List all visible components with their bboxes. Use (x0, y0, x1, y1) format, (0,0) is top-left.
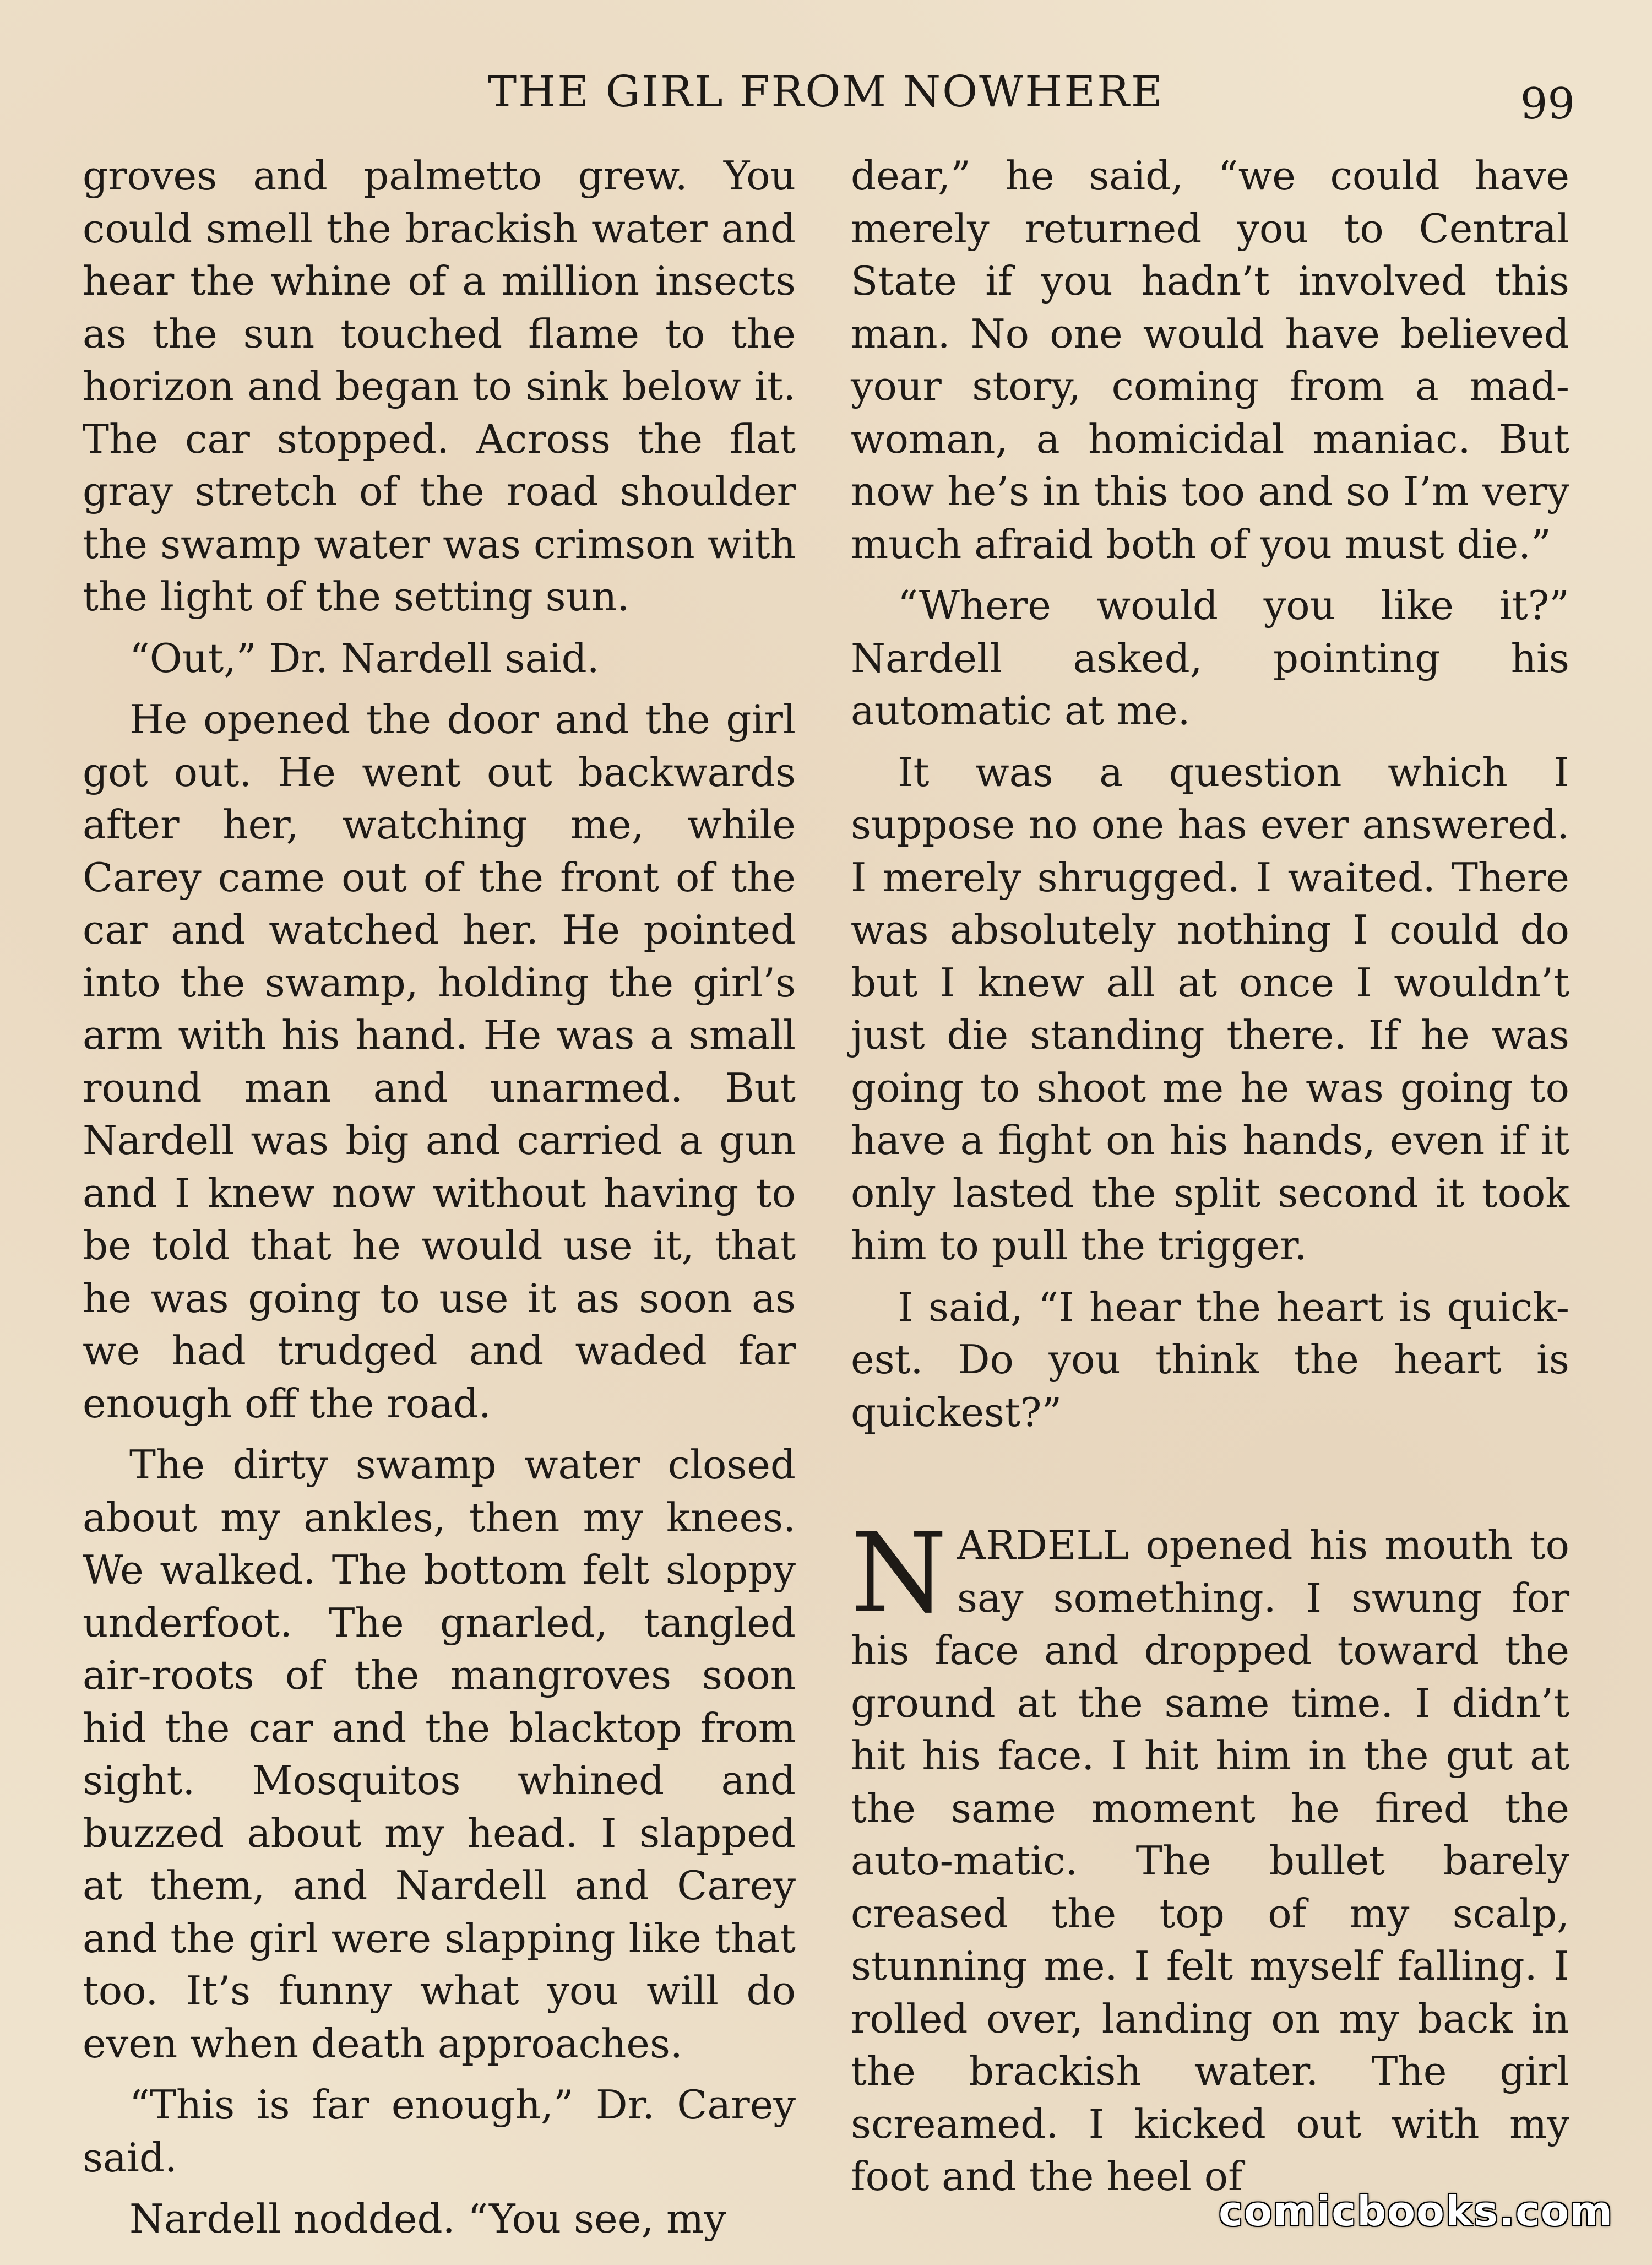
paragraph: dear,” he said, “we could have merely returned you to Central State if you hadn’t involved this man. No one would have believed your story, coming from a mad-woman, a homicidal maniac. But now he’s in this too and so I’m very much afraid both of you must die.” (851, 153, 1569, 567)
dropcap-paragraph (851, 1509, 1569, 2203)
watermark: comicbooks.com (1219, 2188, 1613, 2235)
left-column (83, 150, 796, 2255)
paragraph: “Where would you like it?” Nardell asked, pointing his automatic at me. (851, 582, 1569, 734)
paragraph: It was a question which I suppose no one has ever answered. I merely shrugged. I waited. There was absolutely nothing I could do but I knew all at once I wouldn’t just die standing there. If he was going to shoot me he was going to have a fight on his hands, even if it only lasted the split second it took him to pull the trigger. (851, 749, 1569, 1269)
drop-cap: N (851, 1509, 947, 1638)
dropcap-paragraph-text: ARDELL opened his mouth to say something. I swung for his face and dropped toward the ground at the same time. I didn’t hit his face. I hit him in the gut at the same moment he fired the auto-matic. The bullet barely creased the top of my scalp, stunning me. I felt myself falling. I rolled over, landing on my back in the brackish water. The girl screamed. I kicked out with my foot and the heel of (851, 1522, 1569, 2199)
running-title: THE GIRL FROM NOWHERE (488, 67, 1164, 117)
right-column (851, 150, 1569, 2212)
paragraph: Nardell nodded. “You see, my (129, 2196, 726, 2242)
paragraph: “Out,” Dr. Nardell said. (129, 635, 600, 681)
paragraph: “This is far enough,” Dr. Carey said. (83, 2082, 796, 2181)
page-number: 99 (1520, 79, 1575, 129)
paragraph: I said, “I hear the heart is quick-est. Do you think the heart is quickest?” (851, 1283, 1569, 1435)
section-break (851, 1448, 1569, 1519)
paragraph: He opened the door and the girl got out. He went out backwards after her, watching me, while Carey came out of the front of the car and watched her. He pointed into the swamp, holding the girl’s arm with his hand. He was a small round man and unarmed. But Nardell was big and carried a gun and I knew now without having to be told that he would use it, that he was going to use it as soon as we had trudged and waded far enough off the road. (83, 696, 796, 1427)
paragraph: groves and palmetto grew. You could smell the brackish water and hear the whine of a million insects as the sun touched flame to the horizon and began to sink below it. The car stopped. Across the flat gray stretch of the road shoulder the swamp water was crimson with the light of the setting sun. (83, 153, 796, 620)
paragraph: The dirty swamp water closed about my ankles, then my knees. We walked. The bottom felt sloppy underfoot. The gnarled, tangled air-roots of the mangroves soon hid the car and the blacktop from sight. Mosquitos whined and buzzed about my head. I slapped at them, and Nardell and Carey and the girl were slapping like that too. It’s funny what you will do even when death approaches. (83, 1442, 796, 2067)
